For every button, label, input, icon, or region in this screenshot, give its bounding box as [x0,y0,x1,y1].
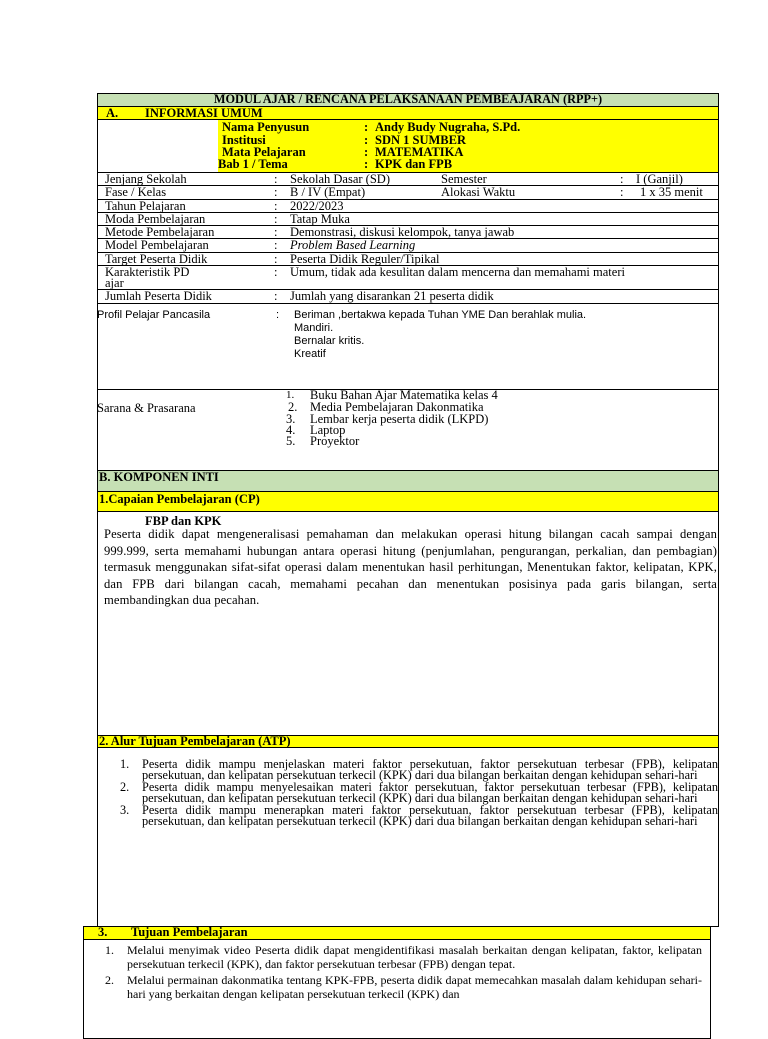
tujuan-item-text: Melalui menyimak video Peserta didik dapat mengidentifikasi masalah berkaitan dengan kelipatan, faktor, kelipatan persekutuan terkecil (KPK), dan faktor persekutuan terbesar (FPB) dengan tepat. [127,943,702,971]
identity-value-0: Andy Budy Nugraha, S.Pd. [375,120,521,134]
atp-item: 1. Peserta didik mampu menjelaskan materi faktor persekutuan, faktor persekutuan terbesar (FPB), kelipatan persekutuan, dan kelipatan persekutuan terkecil (KPK) dari dua bilangan berkaitan dengan kehidupan sehari-hari [120,757,718,783]
atp-list [120,757,718,829]
section-b-title: B. KOMPONEN INTI [99,470,219,484]
tujuan-number: 3. [98,925,108,939]
sarana-num-5: 5. [286,434,296,448]
row-value-moda: Tatap Muka [290,212,350,226]
identity-label-2: Mata Pelajaran [222,145,306,159]
row-divider [97,199,719,200]
sarana-item-1: Media Pembelajaran Dakonmatika [310,400,484,414]
identity-value-1: SDN 1 SUMBER [375,133,466,147]
profil-item-2: Bernalar kritis. [294,335,365,347]
row-label-metode: Metode Pembelajaran [105,225,215,239]
atp-item: 3. Peserta didik mampu menerapkan materi faktor persekutuan, faktor persekutuan terbesar (FPB), kelipatan persekutuan, dan kelipatan persekutuan terkecil (KPK) dari dua bilangan berkaitan dengan kehidupan sehari-hari [120,802,718,829]
jumlah-label: Jumlah Peserta Didik [105,289,212,303]
row-label-target: Target Peserta Didik [105,252,208,266]
karakteristik-label: Karakteristik PD [105,265,190,279]
row-colon: : [274,212,278,226]
tujuan-item: 2. Melalui permainan dakonmatika tentang KPK-FPB, peserta didik dapat memecahkan masalah dalam kehidupan sehari-hari yang berkaitan dengan kelipatan persekutuan terkecil (KPK) dan [105,973,702,1001]
profil-item-3: Kreatif [294,348,326,360]
sarana-num-2: 2. [288,400,298,414]
sarana-label: Sarana & Prasarana [97,401,196,415]
jenjang-value: Sekolah Dasar (SD) [290,172,390,186]
identity-label-3: Bab 1 / Tema [218,157,288,171]
jenjang-label: Jenjang Sekolah [105,172,187,186]
identity-colon-2: : [364,145,369,159]
row-label-moda: Moda Pembelajaran [105,212,206,226]
row-colon: : [274,199,278,213]
fase-colon: : [274,185,278,199]
tujuan-item: 1. Melalui menyimak video Peserta didik dapat mengidentifikasi masalah berkaitan dengan kelipatan, faktor, kelipatan persekutuan terkecil (KPK), dan faktor persekutuan terbesar (FPB) dengan tepat. [105,943,702,971]
atp-title: 2. Alur Tujuan Pembelajaran (ATP) [99,734,291,748]
alokasi-label: Alokasi Waktu [441,185,516,199]
sarana-num-4: 4. [286,423,296,437]
doc-title: MODUL AJAR / RENCANA PELAKSANAAN PEMBEAJARAN (RPP+) [213,92,603,106]
row-colon: : [274,265,278,279]
profil-label: Profil Pelajar Pancasila [97,309,211,321]
karakteristik-value: Umum, tidak ada kesulitan dalam mencerna dan memahami materi [290,265,625,279]
identity-value-3: KPK dan FPB [375,157,453,171]
identity-colon-3: : [364,157,369,171]
atp-item-text: Peserta didik mampu menjelaskan materi faktor persekutuan, faktor persekutuan terbesar (FPB), kelipatan persekutuan, dan kelipatan persekutuan terkecil (KPK) dari dua bilangan berkaitan dengan kehidupan sehari-hari [142,757,718,783]
row-label-model: Model Pembelajaran [105,238,209,252]
row-divider [97,303,719,304]
sarana-item-2: Lembar kerja peserta didik (LKPD) [310,412,489,426]
profil-item-0: Beriman ,bertakwa kepada Tuhan YME Dan berahlak mulia. [294,309,587,321]
identity-value-2: MATEMATIKA [375,145,464,159]
row-label-tahun: Tahun Pelajaran [105,199,186,213]
row-value-target: Peserta Didik Reguler/Tipikal [290,252,440,266]
atp-item-text: Peserta didik mampu menerapkan materi faktor persekutuan, faktor persekutuan terbesar (FPB), kelipatan persekutuan, dan kelipatan persekutuan terkecil (KPK) dari dua bilangan berkaitan dengan kehidupan sehari-hari [142,802,718,829]
identity-label-1: Institusi [222,133,266,147]
row-colon: : [274,238,278,252]
semester-colon: : [620,172,624,186]
karakteristik-label-line2: ajar [105,276,124,290]
semester-value: I (Ganjil) [636,172,683,186]
profil-colon: : [276,309,280,321]
row-value-model: Problem Based Learning [290,238,416,252]
fase-label: Fase / Kelas [105,185,167,199]
sarana-item-3: Laptop [310,423,346,437]
identity-colon-0: : [364,120,369,134]
cp-text: Peserta didik dapat mengeneralisasi pemahaman dan melakukan operasi hitung bilangan cacah sampai dengan 999.999, serta memahami hubungan antara operasi hitung (penjumlahan, pengurangan, perkalian, dan pembagian) termasuk menggunakan sifat-sifat operasi dalam menentukan hasil perhitungan, Menentukan faktor, kelipatan, KPK, dan FPB dari bilangan cacah, memahami pecahan dan menentukan posisinya pada garis bilangan, serta membandingkan dua pecahan. [104,527,717,607]
row-divider [97,172,719,173]
jumlah-value: Jumlah yang disarankan 21 peserta didik [290,289,494,303]
row-colon: : [274,289,278,303]
row-divider [97,185,719,186]
semester-label: Semester [441,172,487,186]
sarana-item-0: Buku Bahan Ajar Matematika kelas 4 [310,388,498,402]
section-a-label: A. [106,106,119,120]
atp-item-text: Peserta didik mampu menyelesaikan materi faktor persekutuan, faktor persekutuan terbesar (FPB), kelipatan persekutuan, dan kelipatan persekutuan terkecil (KPK) dari dua bilangan berkaitan dengan kehidupan sehari-hari [142,779,718,806]
atp-item: 2. Peserta didik mampu menyelesaikan materi faktor persekutuan, faktor persekutuan terbesar (FPB), kelipatan persekutuan, dan kelipatan persekutuan terkecil (KPK) dari dua bilangan berkaitan dengan kehidupan sehari-hari [120,779,718,806]
sarana-item-4: Proyektor [310,434,360,448]
fase-value: B / IV (Empat) [290,185,366,199]
jenjang-colon: : [274,172,278,186]
sarana-num-3: 3. [286,412,296,426]
section-a-title: INFORMASI UMUM [145,106,263,120]
row-colon: : [274,225,278,239]
row-value-metode: Demonstrasi, diskusi kelompok, tanya jawab [290,225,515,239]
tujuan-title: Tujuan Pembelajaran [131,925,248,939]
cp-subtitle: FBP dan KPK [145,514,222,528]
row-value-tahun: 2022/2023 [290,199,344,213]
profil-item-1: Mandiri. [294,322,334,334]
sarana-num-1: 1. [286,389,295,401]
row-colon: : [274,252,278,266]
alokasi-value: 1 x 35 menit [640,185,703,199]
tujuan-item-text: Melalui permainan dakonmatika tentang KPK-FPB, peserta didik dapat memecahkan masalah dalam kehidupan sehari-hari yang berkaitan dengan kelipatan persekutuan terkecil (KPK) dan [127,973,702,1001]
tujuan-list [105,943,702,1003]
cp-title: 1.Capaian Pembelajaran (CP) [99,492,260,506]
identity-label-0: Nama Penyusun [222,120,310,134]
identity-colon-1: : [364,133,369,147]
alokasi-colon: : [620,185,624,199]
